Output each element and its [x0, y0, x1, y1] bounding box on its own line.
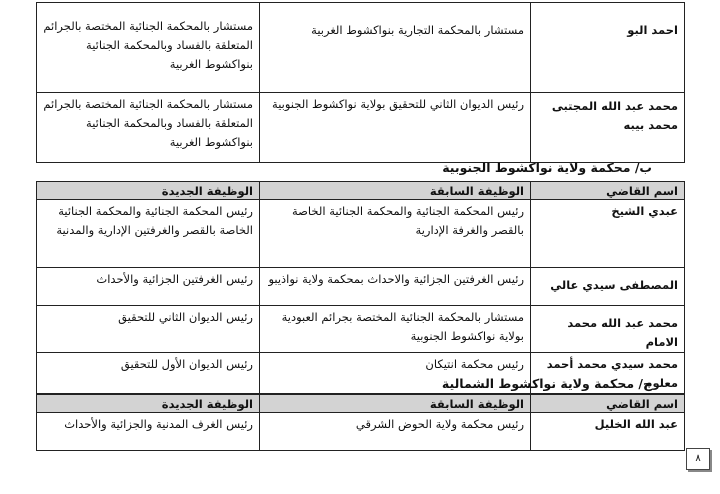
table-row: [37, 413, 685, 451]
previous-position: رئيس محكمة انتيكان: [260, 353, 531, 394]
table-header-row: [37, 182, 685, 200]
header-judge: اسم القاضي: [531, 395, 685, 413]
previous-position: رئيس محكمة ولاية الحوض الشرقي: [260, 413, 531, 451]
judge-name: عبد الله الخليل: [531, 413, 685, 451]
header-new: الوظيفة الجديدة: [37, 395, 260, 413]
table-row: [37, 93, 685, 163]
table-row: [37, 3, 685, 93]
table-row: [37, 268, 685, 306]
new-position: مستشار بالمحكمة الجنائية المختصة بالجرائم المتعلقة بالفساد وبالمحكمة الجنائية بنواكشوط الغربية: [37, 93, 260, 163]
judge-name: محمد عبد الله محمد الامام: [531, 306, 685, 353]
judge-name: احمد البو: [531, 3, 685, 93]
header-new: الوظيفة الجديدة: [37, 182, 260, 200]
previous-position: رئيس الغرفتين الجزائية والاحداث بمحكمة ولاية نواذيبو: [260, 268, 531, 306]
judge-name: محمد عبد الله المجتبى محمد بيبه: [531, 93, 685, 163]
judge-name: محمد سيدي محمد أحمد معلوم: [531, 353, 685, 394]
previous-position: رئيس الديوان الثاني للتحقيق بولاية نواكشوط الجنوبية: [260, 93, 531, 163]
table-header-row: [37, 395, 685, 413]
header-previous: الوظيفة السابقة: [260, 395, 531, 413]
continued-table: [36, 2, 685, 163]
new-position: رئيس الغرف المدنية والجزائية والأحداث: [37, 413, 260, 451]
previous-position: رئيس المحكمة الجنائية والمحكمة الجنائية الخاصة بالقصر والغرفة الإدارية: [260, 200, 531, 268]
page-number: ٨: [686, 448, 710, 470]
section-b-heading: ب/ محكمة ولاية نواكشوط الجنوبية: [442, 160, 652, 175]
new-position: مستشار بالمحكمة الجنائية المختصة بالجرائم المتعلقة بالفساد وبالمحكمة الجنائية بنواكشوط الغربية: [37, 3, 260, 93]
new-position: رئيس المحكمة الجنائية والمحكمة الجنائية الخاصة بالقصر والغرفتين الإدارية والمدنية: [37, 200, 260, 268]
previous-position: مستشار بالمحكمة التجارية بنواكشوط الغربية: [260, 3, 531, 93]
judge-name: عبدي الشيخ: [531, 200, 685, 268]
new-position: رئيس الديوان الأول للتحقيق: [37, 353, 260, 394]
previous-position: مستشار بالمحكمة الجنائية المختصة بجرائم العبودية بولاية نواكشوط الجنوبية: [260, 306, 531, 353]
section-c-table: [36, 394, 685, 451]
new-position: رئيس الغرفتين الجزائية والأحداث: [37, 268, 260, 306]
judge-name: المصطفى سيدي عالي: [531, 268, 685, 306]
table-row: [37, 200, 685, 268]
section-b-table: [36, 181, 685, 394]
header-judge: اسم القاضي: [531, 182, 685, 200]
table-row: [37, 306, 685, 353]
header-previous: الوظيفة السابقة: [260, 182, 531, 200]
section-c-heading: ج/ محكمة ولاية نواكشوط الشمالية: [441, 376, 652, 391]
new-position: رئيس الديوان الثاني للتحقيق: [37, 306, 260, 353]
